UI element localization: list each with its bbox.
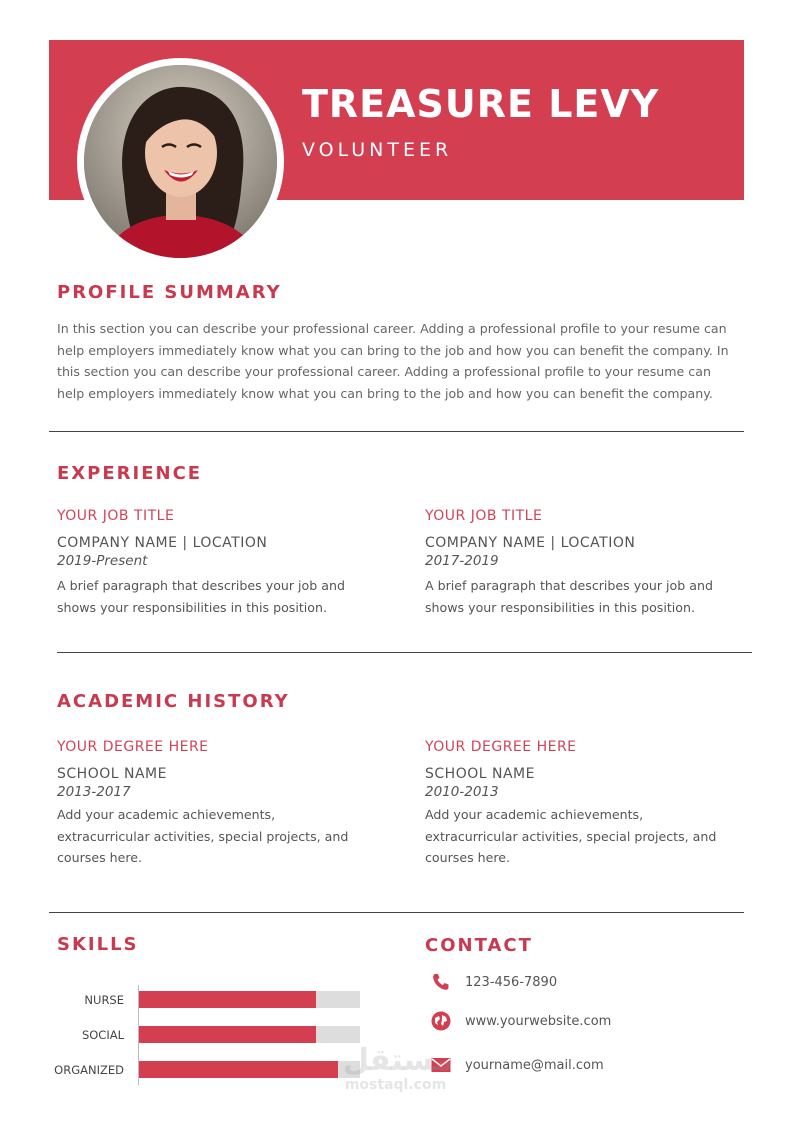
watermark-logo — [343, 1043, 453, 1093]
profile-photo — [84, 65, 277, 258]
candidate-name: TREASURE LEVY — [302, 82, 660, 126]
academic-description — [425, 804, 745, 869]
degree-title: YOUR DEGREE HERE — [425, 739, 577, 755]
skill-bar-fill — [139, 991, 316, 1008]
experience-heading: EXPERIENCE — [57, 463, 203, 484]
study-dates: 2010-2013 — [425, 784, 499, 800]
description-line: A brief paragraph that describes your job and — [57, 578, 345, 593]
profile-line: In this section you can describe your professional career. Adding a professional profile to your resume can — [57, 321, 727, 336]
study-dates: 2013-2017 — [57, 784, 131, 800]
job-description — [57, 575, 377, 618]
description-line: extracurricular activities, special projects, and — [57, 828, 349, 844]
profile-line: help employers immediately know what you can bring to the job and how you can benefit the company. In — [57, 342, 729, 358]
portrait-illustration — [84, 65, 277, 258]
description-line: Add your academic achievements, — [57, 807, 276, 822]
skills-heading: SKILLS — [57, 934, 139, 955]
skill-bar-fill — [139, 1061, 338, 1078]
phone-number[interactable]: 123-456-7890 — [465, 975, 558, 990]
profile-line: this section you can describe your professional career. Adding a professional profile to your resume can — [57, 364, 711, 379]
description-line: shows your responsibilities in this position. — [57, 599, 327, 615]
description-line: A brief paragraph that describes your job and — [425, 578, 713, 593]
description-line: Add your academic achievements, — [425, 807, 644, 822]
watermark-latin: mostaql.com — [344, 1077, 447, 1093]
profile-line: help employers immediately know what you can bring to the job and how you can benefit the company. — [57, 385, 713, 401]
company-location: COMPANY NAME | LOCATION — [425, 535, 636, 551]
experience-item — [425, 508, 745, 618]
skill-label: SOCIAL — [81, 1028, 124, 1042]
academic-description — [57, 804, 377, 869]
divider — [49, 431, 744, 432]
experience-item — [57, 508, 377, 618]
profile-summary-text — [57, 318, 757, 404]
divider — [49, 912, 744, 913]
job-title: YOUR JOB TITLE — [57, 508, 175, 524]
description-line: shows your responsibilities in this position. — [425, 599, 695, 615]
contact-heading: CONTACT — [425, 935, 533, 956]
degree-title: YOUR DEGREE HERE — [57, 739, 209, 755]
email-link[interactable]: yourname@mail.com — [465, 1058, 604, 1073]
description-line: courses here. — [425, 850, 511, 865]
employment-dates: 2017-2019 — [425, 553, 499, 569]
candidate-role: VOLUNTEER — [302, 139, 453, 161]
job-description — [425, 575, 745, 618]
skill-bar-track — [139, 1026, 360, 1043]
school-name: SCHOOL NAME — [57, 766, 167, 782]
job-title: YOUR JOB TITLE — [425, 508, 543, 524]
profile-summary-heading: PROFILE SUMMARY — [57, 282, 282, 303]
watermark-arabic: مستقل — [343, 1043, 453, 1078]
divider — [57, 652, 752, 653]
description-line: extracurricular activities, special projects, and — [425, 828, 717, 844]
school-name: SCHOOL NAME — [425, 766, 535, 782]
phone-icon — [431, 972, 451, 992]
academic-item — [425, 739, 745, 869]
description-line: courses here. — [57, 850, 143, 865]
skill-label: ORGANIZED — [54, 1063, 124, 1077]
employment-dates: 2019-Present — [57, 553, 148, 569]
globe-icon — [431, 1011, 451, 1031]
company-location: COMPANY NAME | LOCATION — [57, 535, 268, 551]
academic-history-heading: ACADEMIC HISTORY — [57, 691, 290, 712]
skill-label: NURSE — [84, 993, 124, 1007]
skill-bar-fill — [139, 1026, 316, 1043]
skill-bar-track — [139, 1061, 360, 1078]
website-link[interactable]: www.yourwebsite.com — [465, 1014, 612, 1029]
academic-item — [57, 739, 377, 869]
skill-bar-track — [139, 991, 360, 1008]
